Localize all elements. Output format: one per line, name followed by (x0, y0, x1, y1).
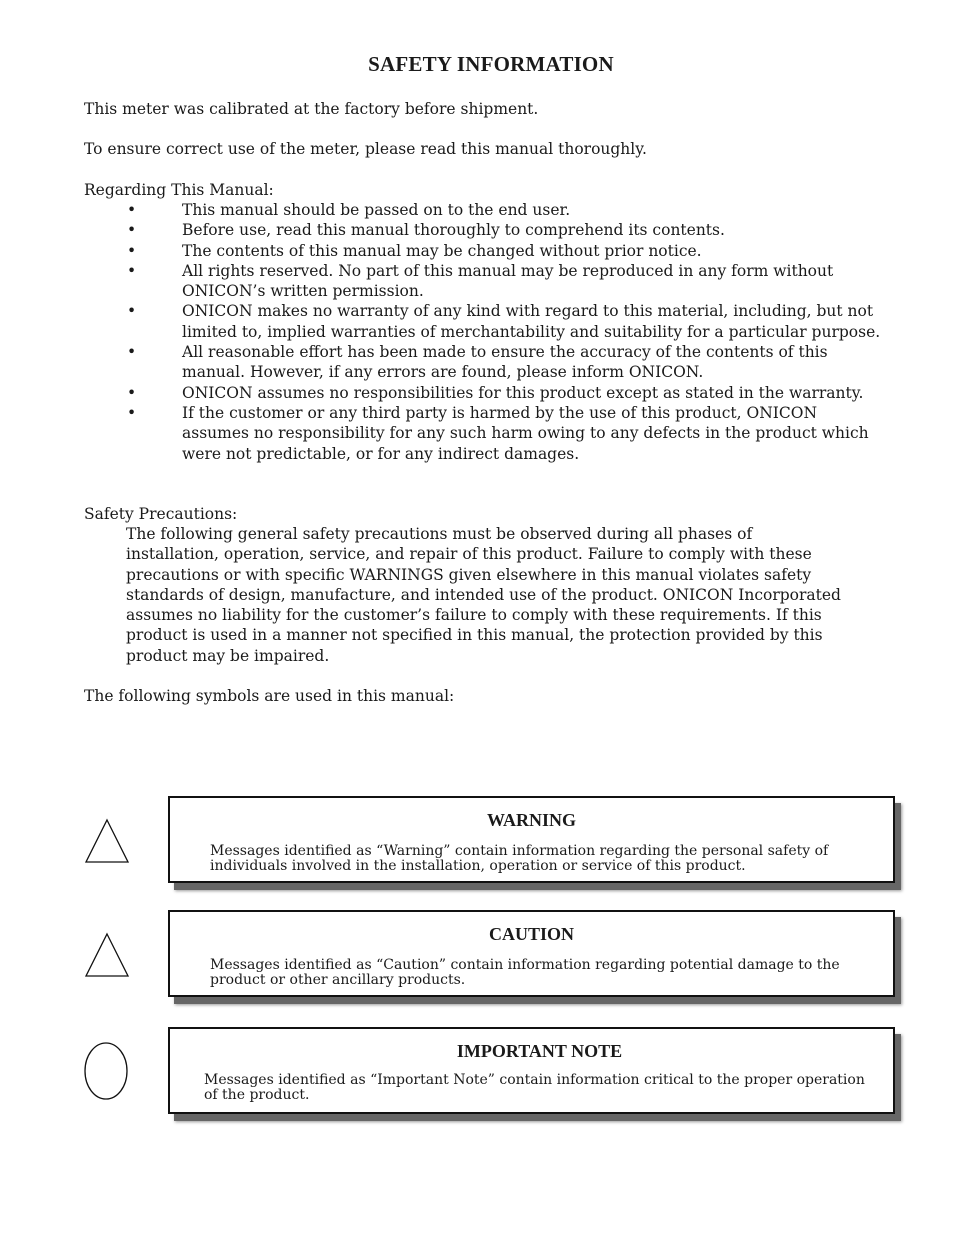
bullet-icon: • (127, 201, 137, 219)
warning-triangle-icon (84, 818, 130, 868)
list-item (84, 241, 884, 261)
page-title: SAFETY INFORMATION (368, 52, 614, 76)
warning-text: Messages identified as “Warning” contain information regarding the personal safety of individuals involved in the installation, operation or service of this product. (210, 843, 829, 874)
list-item (84, 342, 884, 383)
list-item (84, 200, 884, 220)
precautions-heading: Safety Precautions: (84, 505, 238, 523)
bullet-text: ONICON makes no warranty of any kind with regard to this material, including, but not limited to, implied warranties of merchantability and suitability for a particular purpose. (182, 302, 881, 341)
bullet-text: The contents of this manual may be changed without prior notice. (182, 241, 702, 260)
caution-title: CAUTION (488, 924, 574, 944)
warning-title: WARNING (486, 810, 576, 830)
list-item (84, 383, 884, 403)
symbols-intro: The following symbols are used in this manual: (84, 687, 455, 705)
bullet-text: ONICON assumes no responsibilities for this product except as stated in the warranty. (182, 383, 864, 402)
note-text: Messages identified as “Important Note” contain information critical to the proper operation of the product. (204, 1072, 865, 1103)
bullet-icon: • (127, 302, 137, 321)
bullet-text: Before use, read this manual thoroughly to comprehend its contents. (182, 221, 725, 240)
note-oval-icon (84, 1041, 130, 1105)
intro-read-manual: To ensure correct use of the meter, please read this manual thoroughly. (84, 140, 647, 158)
bullet-icon: • (127, 383, 137, 402)
bullet-icon: • (127, 221, 137, 240)
precautions-body: The following general safety precautions must be observed during all phases of installation, operation, service, and repair of this product. Failure to comply with these precautions or with specific WARNINGS given elsewhere in this manual violates safety standards of design, manufacture, and intended use of the product. ONICON Incorporated assumes no liability for the customer’s failure to comply with these requirements. If this product is used in a manner not specified in this manual, the protection provided by this product may be impaired. (126, 525, 841, 665)
manual-heading: Regarding This Manual: (84, 181, 274, 199)
list-item (84, 403, 884, 464)
bullet-text: This manual should be passed on to the end user. (182, 201, 571, 219)
bullet-text: All rights reserved. No part of this manual may be reproduced in any form without ONICON’s written permission. (182, 261, 834, 301)
bullet-text: If the customer or any third party is harmed by the use of this product, ONICON assumes no responsibility for any such harm owing to any defects in the product which were not predictable, or for any indirect damages. (182, 403, 869, 463)
list-item (84, 301, 884, 342)
caution-triangle-icon (84, 932, 130, 982)
caution-notice-box (168, 910, 895, 997)
bullet-text: All reasonable effort has been made to ensure the accuracy of the contents of this manual. However, if any errors are found, please inform ONICON. (182, 343, 828, 382)
note-title: IMPORTANT NOTE (456, 1041, 623, 1061)
intro-calibration: This meter was calibrated at the factory before shipment. (84, 100, 539, 118)
note-notice-box (168, 1027, 895, 1114)
caution-text: Messages identified as “Caution” contain information regarding potential damage to the product or other ancillary products. (210, 957, 840, 988)
list-item (84, 261, 884, 302)
bullet-icon: • (127, 241, 137, 260)
warning-notice-box (168, 796, 895, 883)
list-item (84, 220, 884, 240)
bullet-icon: • (127, 403, 137, 422)
bullet-icon: • (127, 261, 137, 280)
bullet-icon: • (127, 343, 137, 362)
manual-bullet-list (84, 200, 884, 464)
